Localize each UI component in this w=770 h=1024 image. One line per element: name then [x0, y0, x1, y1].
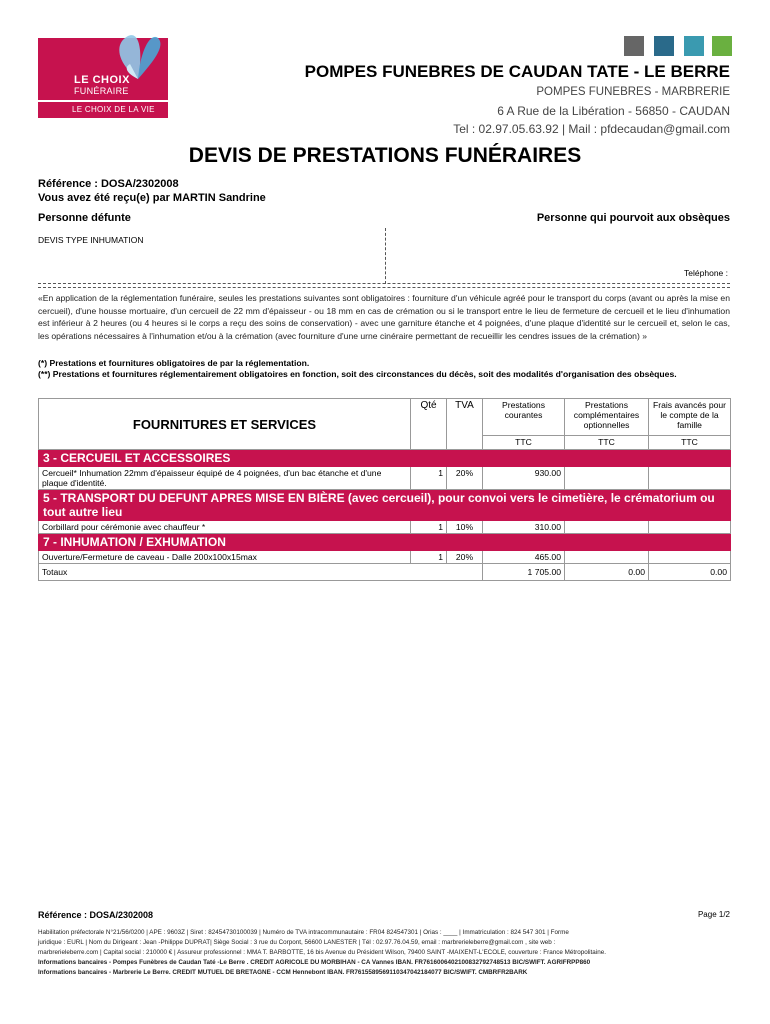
row-qty: 1 — [411, 467, 447, 490]
header-square-1 — [624, 36, 644, 56]
footer-line-5: Informations bancaires - Marbrerie Le Berre. CREDIT MUTUEL DE BRETAGNE - CCM Hennebont IBAN. FR7615589569110347042184077 BIC/SWIFT. CMBRFR2BARK — [38, 969, 528, 976]
row-courantes: 465.00 — [483, 551, 565, 564]
col-optionnelles: Prestations complémentaires optionnelles — [565, 399, 649, 436]
row-label: Corbillard pour cérémonie avec chauffeur * — [39, 521, 411, 534]
logo-line1: LE CHOIX — [74, 74, 130, 86]
row-frais — [649, 551, 731, 564]
section-row — [39, 490, 731, 521]
footer-line-3: marbrerieleberre.com | Capital social : 210000 € | Assureur professionnel : MMA T. BARBOTTE, 16 bis Avenue du Président Wilson, 79400 SAINT -MAIXENT-L'ECOLE, couverture : France Métropolitaine. — [38, 949, 606, 956]
legal-text: «En application de la réglementation funéraire, seules les prestations suivantes sont obligatoires : fourniture d'un véhicule agréé pour le transport du corps (avant ou après la mise en cercueil), d'une housse mortuaire, d'un cercueil de 22 mm d'épaisseur - ou 18 mm en cas de crémation ou si le transport entre le lieu de fermeture de cercueil et le lieu d'inhumation est inférieur à 2 heures (ou 4 heures si le corps a reçu des soins de conservation) - avec une garniture étanche et 4 poignées, d'une plaque d'identité sur le cercueil et, selon le cas, les opérations nécessaires à l'inhumation et/ou à la crémation (avec fourniture d'une urne cinéraire permettant de recueillir les cendres issues de la crémation) » — [38, 293, 730, 341]
totals-label: Totaux — [39, 564, 483, 581]
logo-tagline: LE CHOIX DE LA VIE — [72, 105, 155, 114]
col-qty: Qté — [411, 399, 447, 450]
row-optionnelles — [565, 467, 649, 490]
section-row — [39, 534, 731, 551]
row-tva: 10% — [447, 521, 483, 534]
table-row — [39, 467, 731, 490]
ttc-optionnelles: TTC — [565, 435, 649, 449]
received-by: Vous avez été reçu(e) par MARTIN Sandrine — [38, 192, 266, 204]
table-row — [39, 521, 731, 534]
header-square-4 — [712, 36, 732, 56]
divider-1 — [38, 283, 730, 284]
row-tva: 20% — [447, 467, 483, 490]
logo-tagline-strip — [38, 100, 168, 118]
table-header-row — [39, 399, 731, 436]
company-subtitle: POMPES FUNEBRES - MARBRERIE — [536, 86, 730, 98]
section-title: 5 - TRANSPORT DU DEFUNT APRES MISE EN BIÈRE (avec cercueil), pour convoi vers le cimetière, le crématorium ou tout autre lieu — [39, 490, 731, 521]
total-optionnelles: 0.00 — [565, 564, 649, 581]
reference: Référence : DOSA/2302008 — [38, 178, 179, 190]
row-qty: 1 — [411, 551, 447, 564]
ttc-frais: TTC — [649, 435, 731, 449]
table-row — [39, 551, 731, 564]
footer-line-1: Habilitation préfectorale N°21/56/0200 | APE : 9603Z | Siret : 82454730100039 | Numéro de TVA intracommunautaire : FR04 824547301 | Orias : ____ | Immatriculation : 824 547 301 | Forme — [38, 929, 569, 936]
footer-legal — [38, 928, 730, 978]
col-courantes: Prestations courantes — [483, 399, 565, 436]
page-number: Page 1/2 — [697, 910, 730, 919]
devis-type: DEVIS TYPE INHUMATION — [38, 235, 144, 245]
logo-line2: FUNÉRAIRE — [74, 86, 129, 96]
header-square-3 — [684, 36, 704, 56]
header-square-2 — [654, 36, 674, 56]
note-obligatoires: (*) Prestations et fournitures obligatoires de par la réglementation. — [38, 358, 310, 368]
deceased-label: Personne défunte — [38, 212, 131, 224]
row-courantes: 310.00 — [483, 521, 565, 534]
footer-line-2: juridique : EURL | Nom du Dirigeant : Jean -Philippe DUPRAT| Siège Social : 3 rue du Corpont, 56600 LANESTER | Tél : 02.97.76.04.59, email : marbrerieleberre@gmail.com , site web : — [38, 939, 556, 946]
divider-2 — [38, 287, 730, 288]
column-divider — [385, 228, 386, 284]
note-reglementaires: (**) Prestations et fournitures réglementairement obligatoires en fonction, soit des circonstances du décès, soit des modalités d'organisation des obsèques. — [38, 369, 677, 379]
company-name: POMPES FUNEBRES DE CAUDAN TATE - LE BERRE — [304, 62, 730, 81]
total-courantes: 1 705.00 — [483, 564, 565, 581]
col-frais: Frais avancés pour le compte de la famille — [649, 399, 731, 436]
footer-line-4: Informations bancaires - Pompes Funèbres de Caudan Taté -Le Berre . CREDIT AGRICOLE DU MORBIHAN - CA Vannes IBAN. FR7616006402100832792748513 BIC/SWIFT. AGRIFRPP860 — [38, 959, 591, 966]
row-tva: 20% — [447, 551, 483, 564]
section-title: 3 - CERCUEIL ET ACCESSOIRES — [39, 450, 731, 467]
company-address: 6 A Rue de la Libération - 56850 - CAUDAN — [497, 104, 730, 118]
company-logo — [38, 38, 168, 100]
row-frais — [649, 521, 731, 534]
totals-row — [39, 564, 731, 581]
row-courantes: 930.00 — [483, 467, 565, 490]
section-title: 7 - INHUMATION / EXHUMATION — [39, 534, 731, 551]
col-services: FOURNITURES ET SERVICES — [39, 399, 411, 450]
footer-reference: Référence : DOSA/2302008 — [38, 910, 154, 920]
row-label: Ouverture/Fermeture de caveau - Dalle 200x100x15max — [39, 551, 411, 564]
row-optionnelles — [565, 551, 649, 564]
company-contact: Tel : 02.97.05.63.92 | Mail : pfdecaudan@gmail.com — [453, 122, 730, 136]
row-label: Cercueil* Inhumation 22mm d'épaisseur équipé de 4 poignées, d'un bac étanche et d'une plaque d'identité. — [39, 467, 411, 490]
payer-label: Personne qui pourvoit aux obsèques — [536, 212, 730, 224]
ttc-courantes: TTC — [483, 435, 565, 449]
row-qty: 1 — [411, 521, 447, 534]
section-row — [39, 450, 731, 467]
row-optionnelles — [565, 521, 649, 534]
col-tva: TVA — [447, 399, 483, 450]
total-frais: 0.00 — [649, 564, 731, 581]
document-title: DEVIS DE PRESTATIONS FUNÉRAIRES — [188, 144, 582, 167]
row-frais — [649, 467, 731, 490]
services-table — [38, 398, 730, 581]
telephone-label: Teléphone : — [684, 268, 728, 278]
